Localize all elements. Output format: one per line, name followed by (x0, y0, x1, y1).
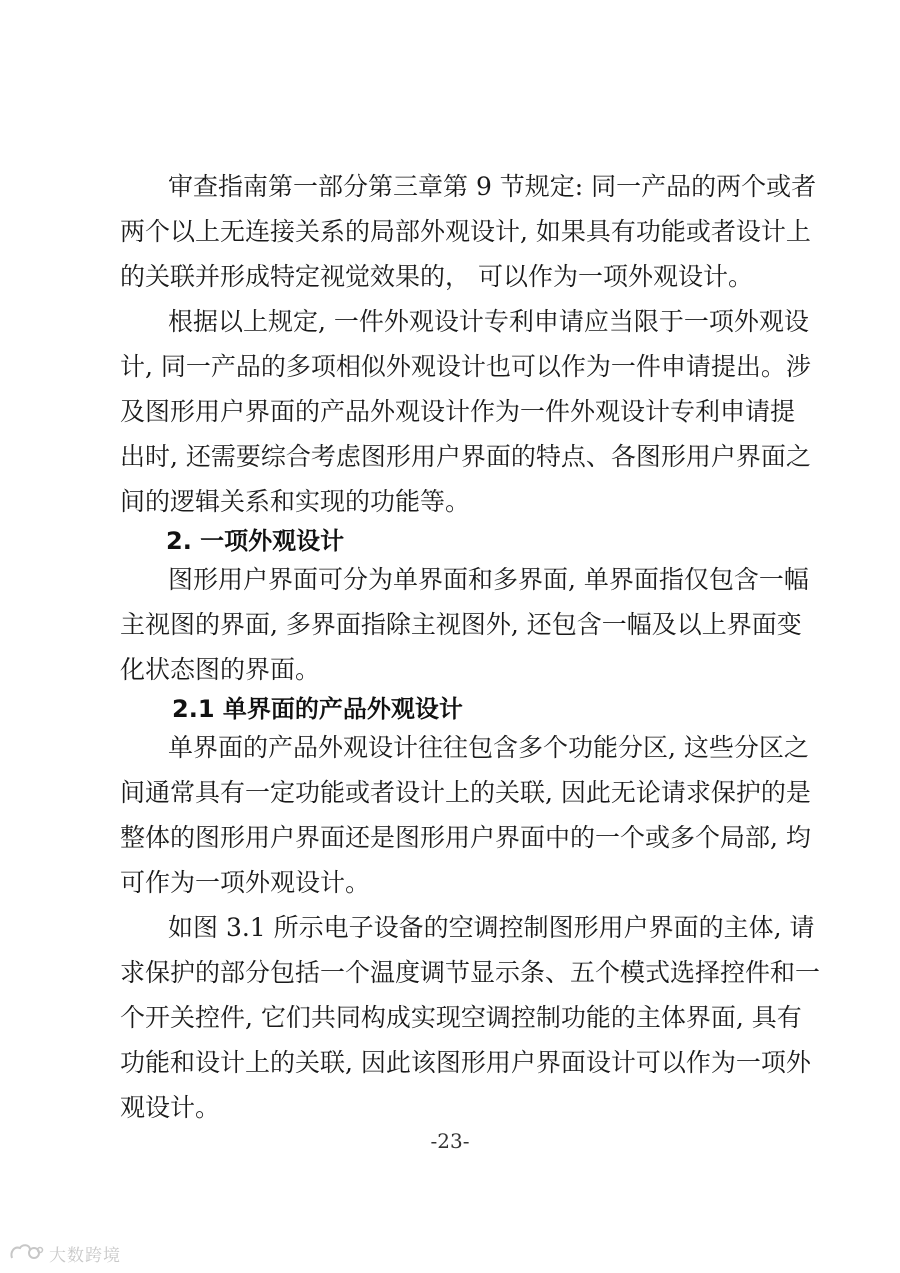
paragraph-line: 如图 3.1 所示电子设备的空调控制图形用户界面的主体, 请 (168, 913, 815, 942)
paragraph-line: 图形用户界面可分为单界面和多界面, 单界面指仅包含一幅 (168, 565, 809, 594)
paragraph-line: 观设计。 (120, 1093, 221, 1122)
watermark (8, 1240, 121, 1266)
paragraph-line: 及图形用户界面的产品外观设计作为一件外观设计专利申请提 (120, 397, 796, 426)
watermark-logo-icon (8, 1242, 44, 1264)
paragraph-line: 两个以上无连接关系的局部外观设计, 如果具有功能或者设计上 (120, 217, 811, 246)
paragraph-line: 间的逻辑关系和实现的功能等。 (120, 487, 471, 516)
paragraph-line: 审查指南第一部分第三章第 9 节规定: 同一产品的两个或者 (168, 172, 817, 201)
paragraph-line: 计, 同一产品的多项相似外观设计也可以作为一件申请提出。涉 (120, 352, 811, 381)
section-heading: 2. 一项外观设计 (166, 527, 345, 555)
paragraph-line: 整体的图形用户界面还是图形用户界面中的一个或多个局部, 均 (120, 823, 811, 852)
paragraph-line: 单界面的产品外观设计往往包含多个功能分区, 这些分区之 (168, 733, 809, 762)
paragraph-line: 出时, 还需要综合考虑图形用户界面的特点、各图形用户界面之 (120, 442, 811, 471)
paragraph-line: 根据以上规定, 一件外观设计专利申请应当限于一项外观设 (168, 307, 809, 336)
paragraph-line: 间通常具有一定功能或者设计上的关联, 因此无论请求保护的是 (120, 778, 811, 807)
subsection-heading: 2.1 单界面的产品外观设计 (172, 695, 463, 723)
paragraph-line: 主视图的界面, 多界面指除主视图外, 还包含一幅及以上界面变 (120, 610, 802, 639)
page-number: -23- (430, 1129, 470, 1153)
watermark-text: 大数跨境 (49, 1245, 121, 1266)
paragraph-line: 功能和设计上的关联, 因此该图形用户界面设计可以作为一项外 (120, 1048, 811, 1077)
paragraph-line: 的关联并形成特定视觉效果的， 可以作为一项外观设计。 (120, 262, 753, 291)
paragraph-line: 个开关控件, 它们共同构成实现空调控制功能的主体界面, 具有 (120, 1003, 802, 1032)
paragraph-line: 化状态图的界面。 (120, 655, 321, 684)
paragraph-line: 可作为一项外观设计。 (120, 868, 371, 897)
paragraph-line: 求保护的部分包括一个温度调节显示条、五个模式选择控件和一 (120, 958, 821, 987)
